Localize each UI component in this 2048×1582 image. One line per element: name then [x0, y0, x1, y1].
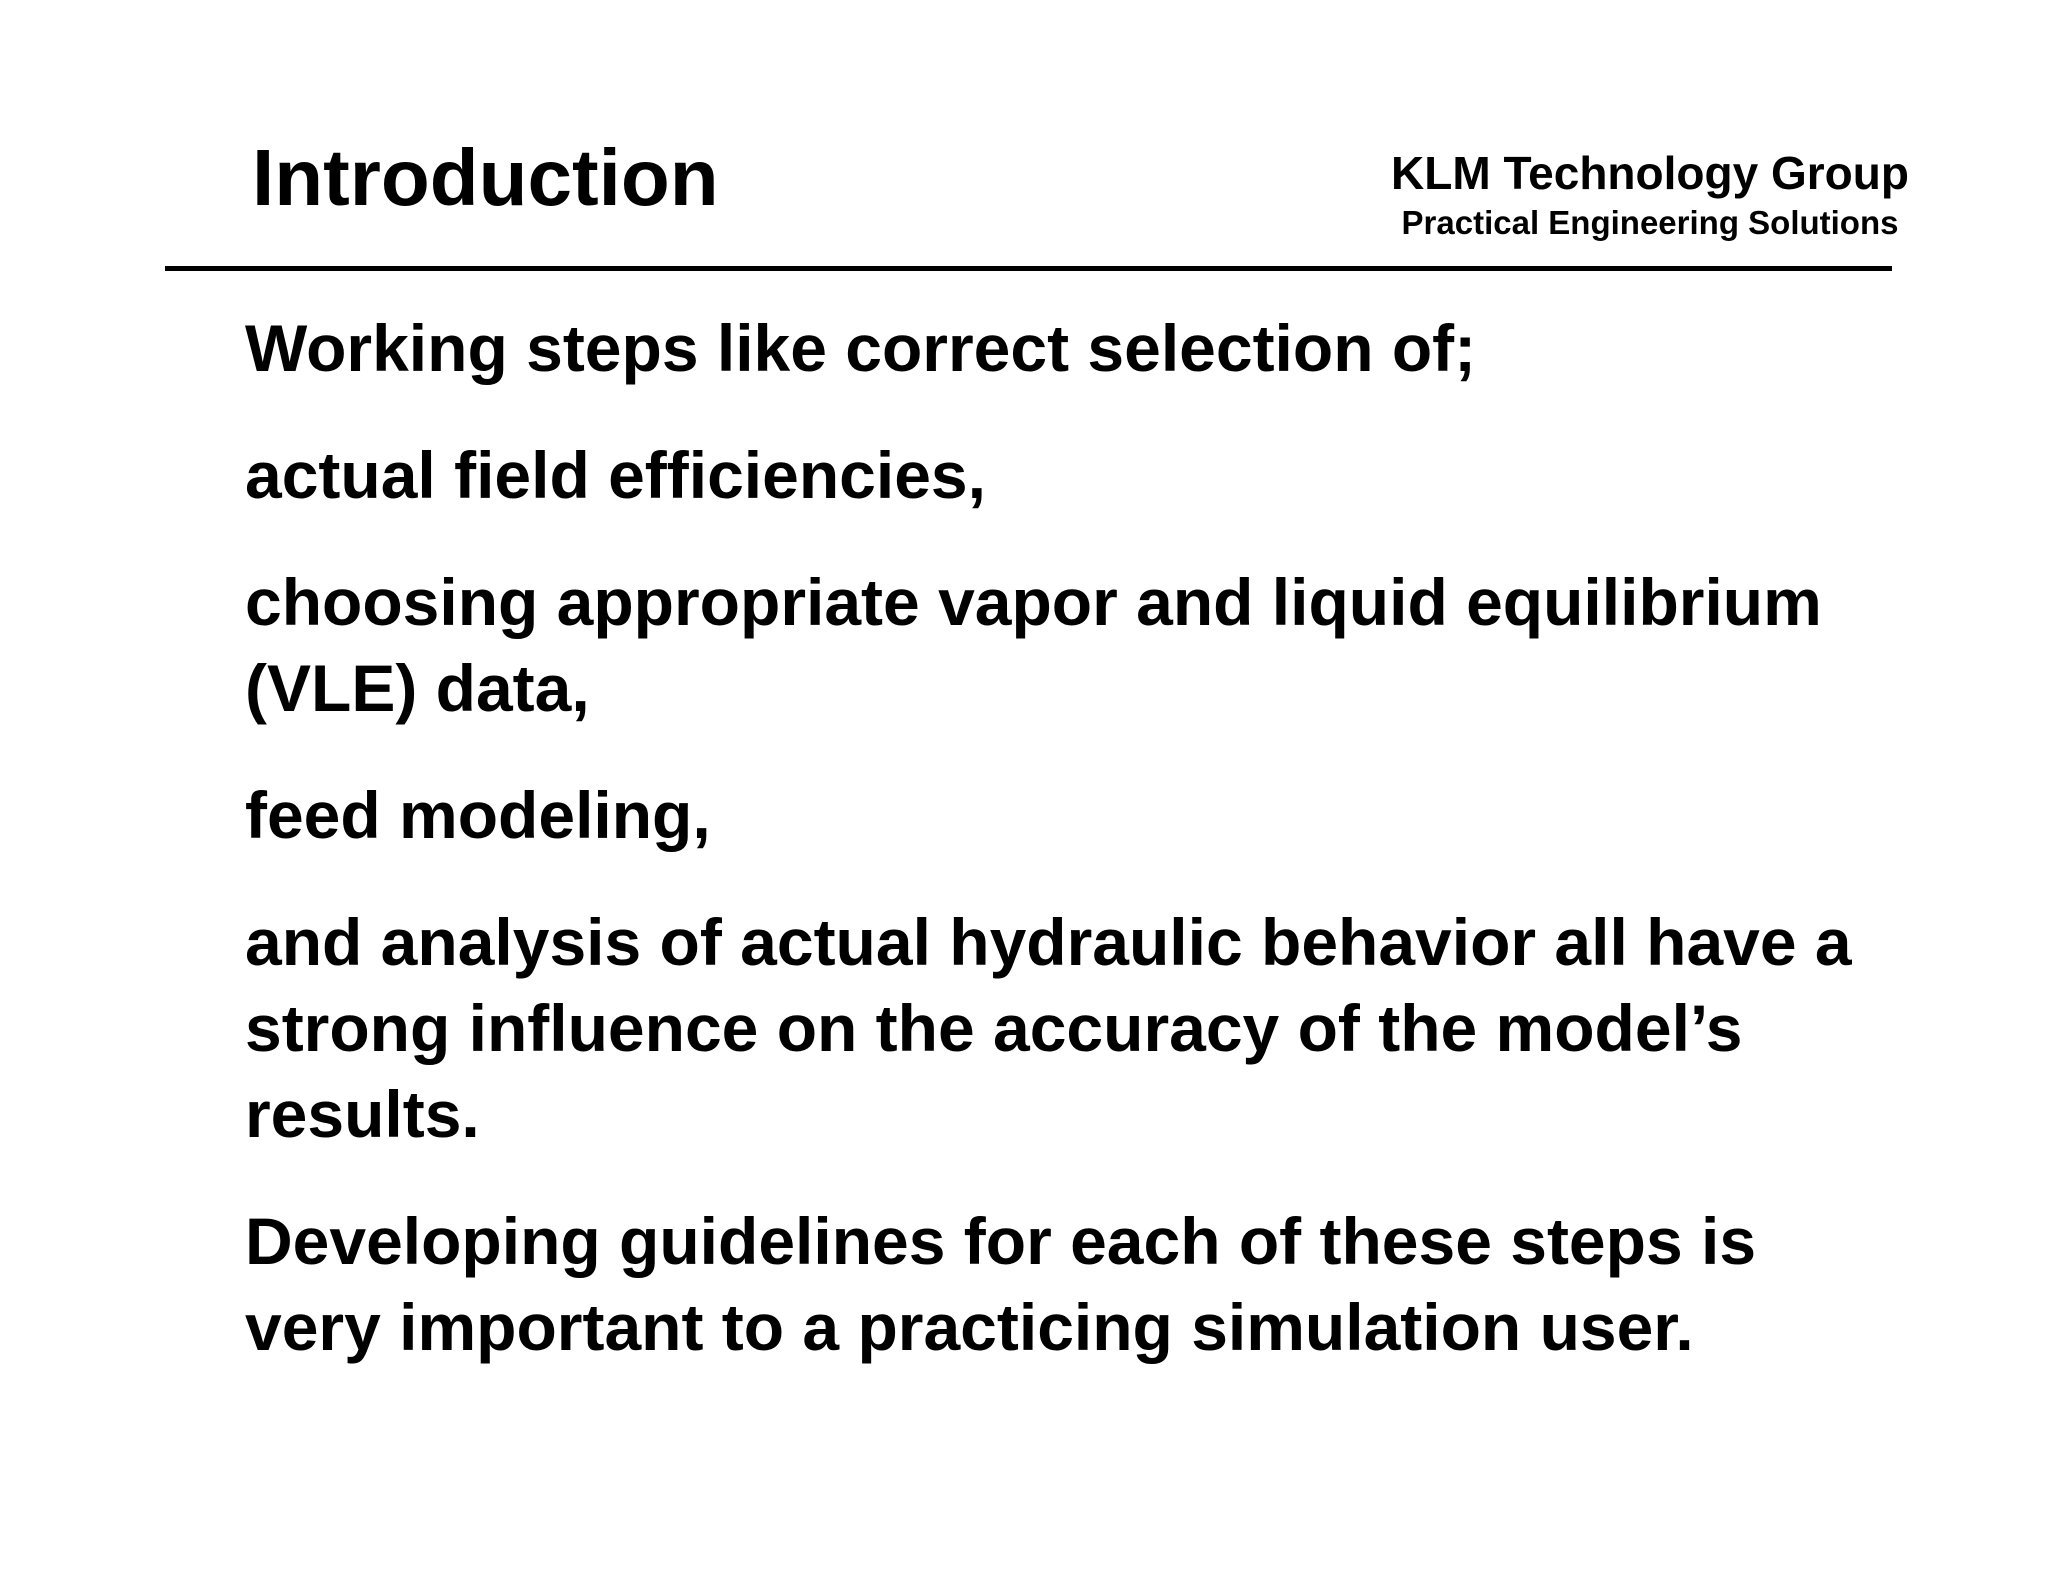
- brand-name: KLM Technology Group: [1391, 147, 1909, 199]
- header-divider: [165, 266, 1892, 271]
- body-paragraph: actual field efficiencies,: [245, 438, 986, 512]
- slide-body: [245, 305, 1905, 1411]
- brand-block: [1330, 148, 1970, 242]
- body-paragraph: choosing appropriate vapor and liquid equilibrium (VLE) data,: [245, 565, 1822, 725]
- brand-tagline: Practical Engineering Solutions: [1401, 203, 1899, 241]
- body-paragraph: and analysis of actual hydraulic behavior all have a strong influence on the accuracy of the model’s results.: [245, 905, 1852, 1151]
- body-paragraph: Developing guidelines for each of these steps is very important to a practicing simulation user.: [245, 1204, 1757, 1364]
- body-paragraph: Working steps like correct selection of;: [245, 311, 1477, 385]
- slide-title: Introduction: [252, 133, 719, 222]
- body-paragraph: feed modeling,: [245, 778, 711, 852]
